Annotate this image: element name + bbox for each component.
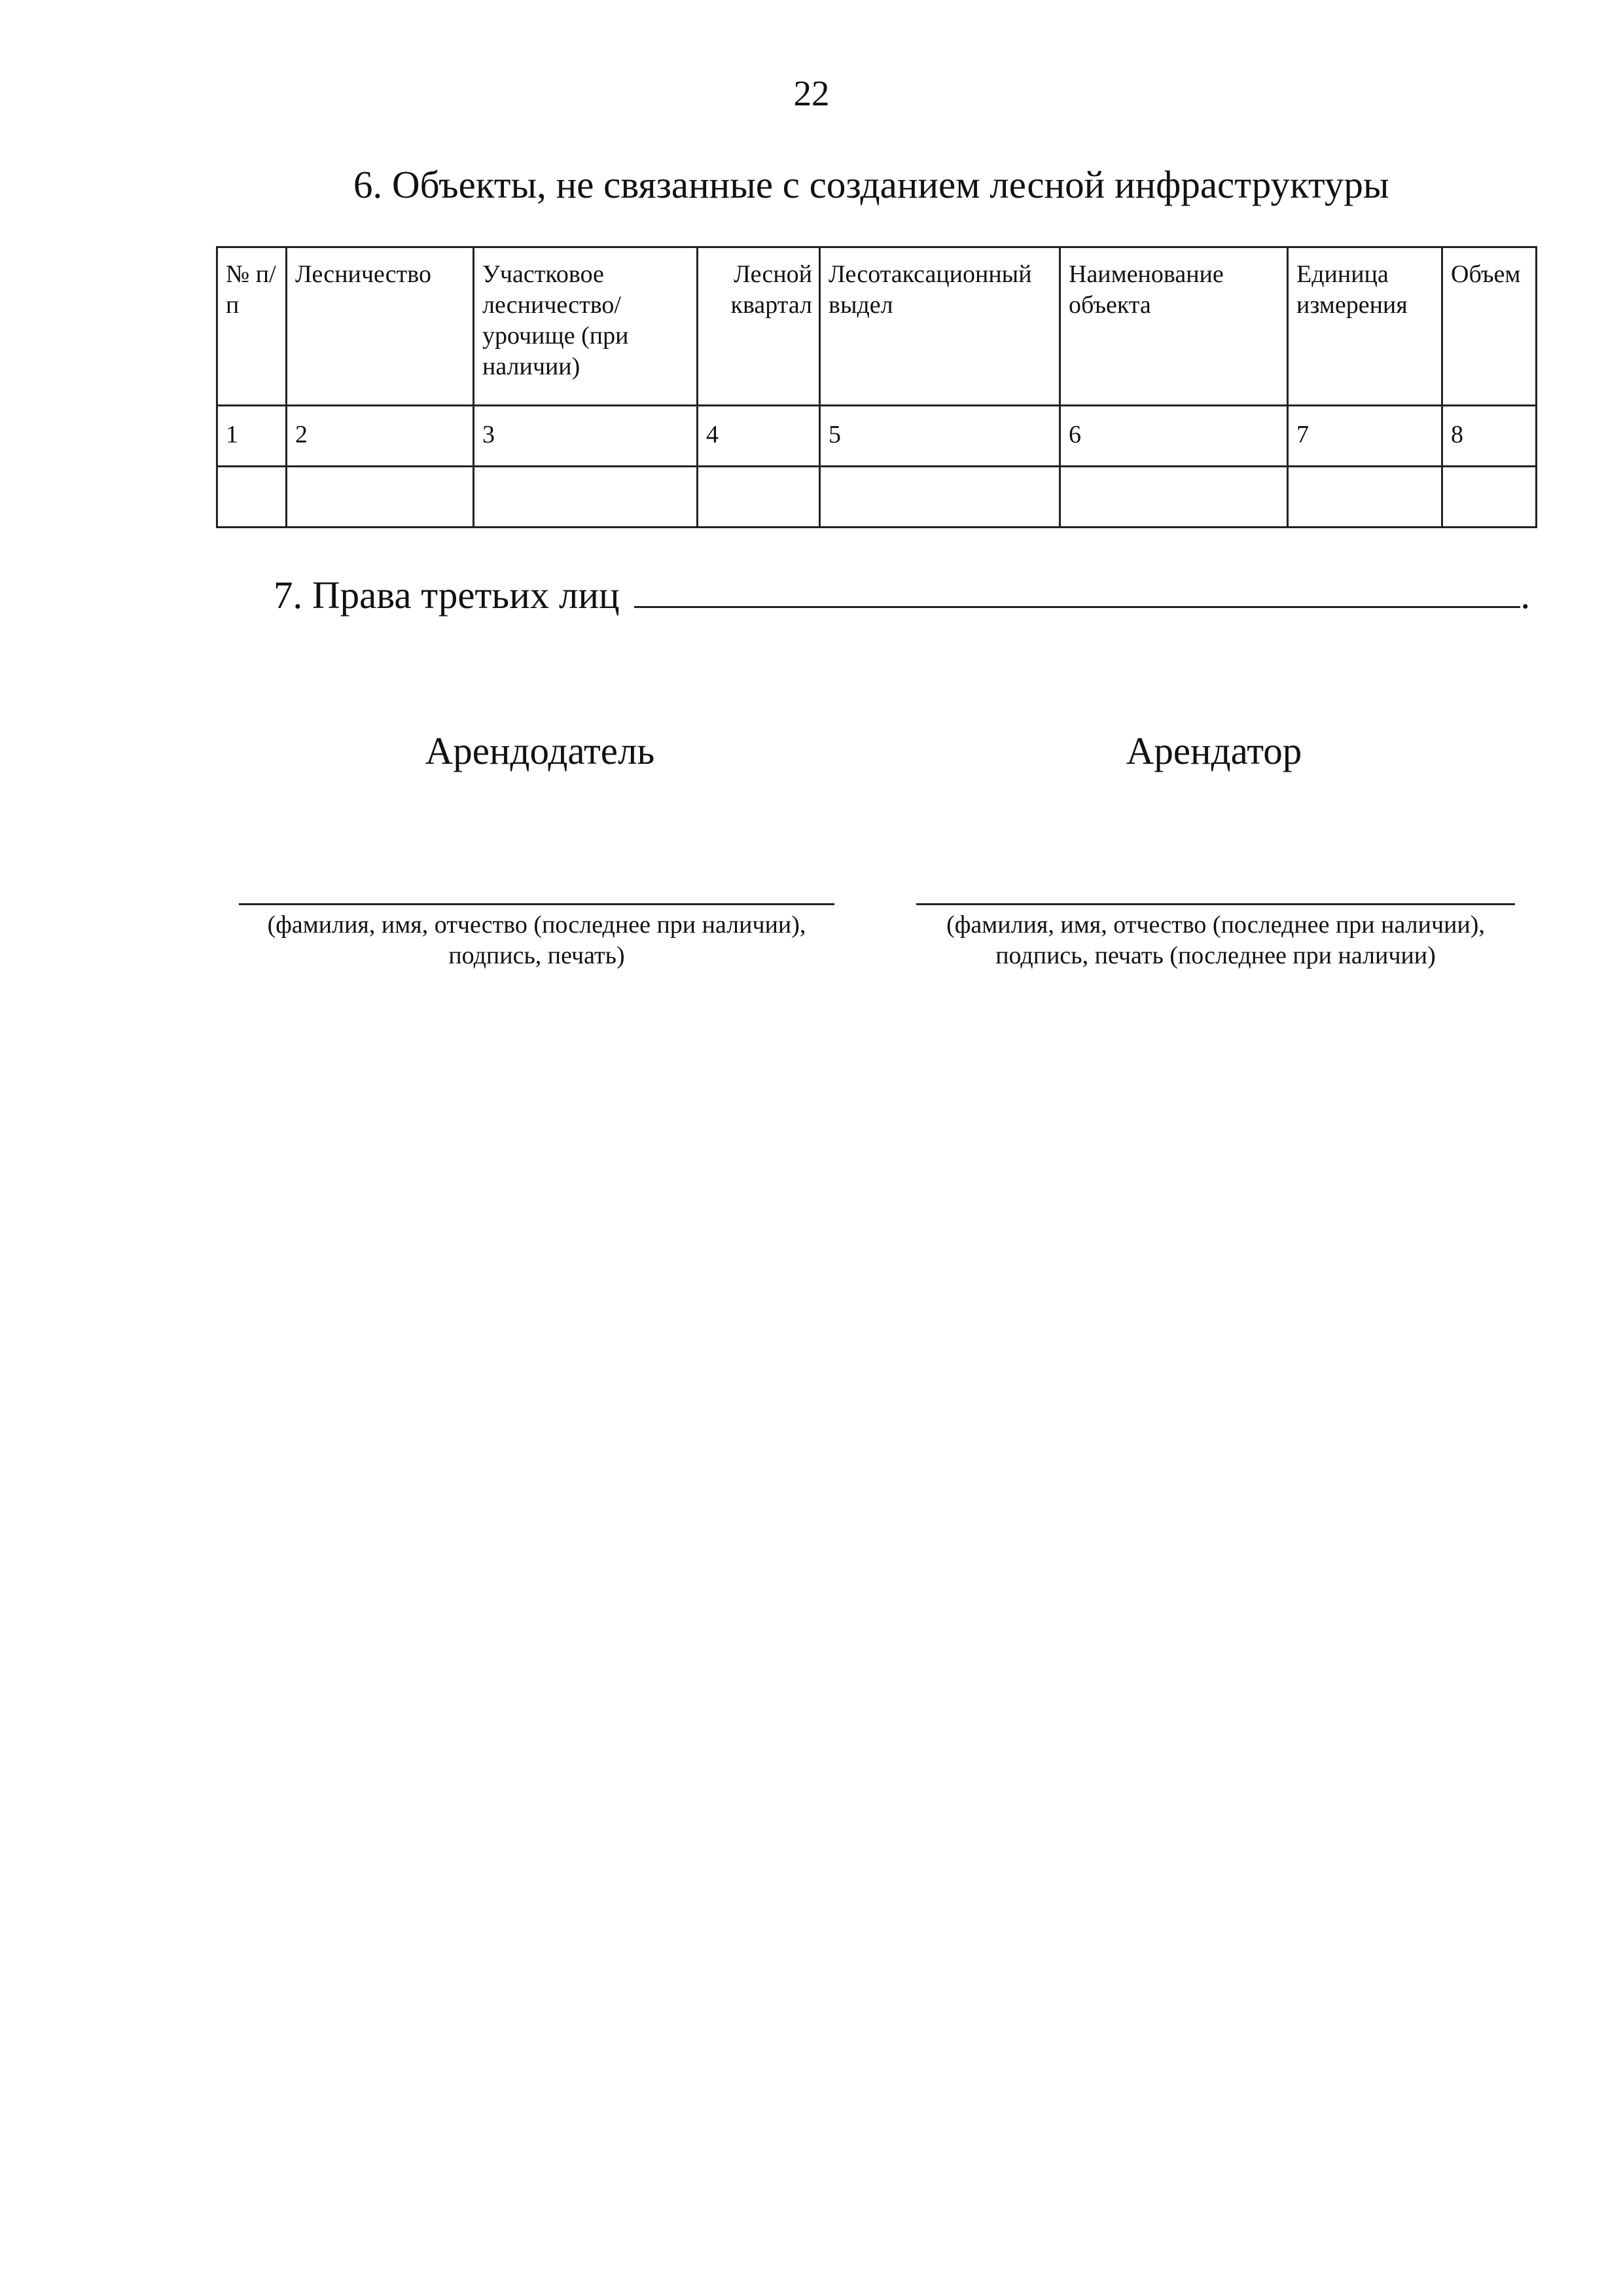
table-cell[interactable] <box>1288 467 1442 528</box>
tenant-signature-line[interactable] <box>916 903 1515 905</box>
table-column-numbers-row <box>217 406 1537 467</box>
column-number-cell: 6 <box>1060 406 1288 467</box>
objects-table <box>216 246 1537 528</box>
tenant-caption-line-2: подпись, печать (последнее при наличии) <box>995 942 1436 969</box>
column-number-cell: 2 <box>287 406 474 467</box>
landlord-signature-caption <box>226 910 847 971</box>
header-cell-district-forestry: Участковое лесничество/ урочище (при наличии) <box>474 247 698 406</box>
column-number-cell: 7 <box>1288 406 1442 467</box>
table-cell[interactable] <box>698 467 820 528</box>
column-number-cell: 3 <box>474 406 698 467</box>
header-cell-taxation-unit: Лесотаксационный выдел <box>820 247 1060 406</box>
column-number-cell: 5 <box>820 406 1060 467</box>
column-number-cell: 8 <box>1442 406 1537 467</box>
table-header-row <box>217 247 1537 406</box>
tenant-signature-caption <box>903 910 1528 971</box>
landlord-caption-line-2: подпись, печать) <box>448 942 625 969</box>
column-number-cell: 1 <box>217 406 287 467</box>
section-6-title: 6. Объекты, не связанные с созданием лесной инфраструктуры <box>353 163 1389 206</box>
third-party-rights-label: 7. Права третьих лиц <box>274 573 620 617</box>
table-cell[interactable] <box>287 467 474 528</box>
table-cell[interactable] <box>474 467 698 528</box>
landlord-signature-line[interactable] <box>239 903 834 905</box>
landlord-title: Арендодатель <box>425 729 655 772</box>
tenant-title: Арендатор <box>1126 729 1302 772</box>
header-cell-forest-quarter: Лесной квартал <box>698 247 820 406</box>
table-cell[interactable] <box>1060 467 1288 528</box>
header-cell-object-name: Наименование объекта <box>1060 247 1288 406</box>
table-cell[interactable] <box>1442 467 1537 528</box>
third-party-rights-blank[interactable] <box>634 568 1520 608</box>
header-cell-number: № п/п <box>217 247 287 406</box>
page-number: 22 <box>793 73 830 113</box>
landlord-caption-line-1: (фамилия, имя, отчество (последнее при наличии), <box>267 911 806 939</box>
tenant-caption-line-1: (фамилия, имя, отчество (последнее при наличии), <box>946 911 1485 939</box>
column-number-cell: 4 <box>698 406 820 467</box>
table-cell[interactable] <box>820 467 1060 528</box>
header-cell-forestry: Лесничество <box>287 247 474 406</box>
header-cell-volume: Объем <box>1442 247 1537 406</box>
third-party-rights-end-mark: . <box>1520 573 1531 617</box>
table-cell[interactable] <box>217 467 287 528</box>
header-cell-unit: Единица измерения <box>1288 247 1442 406</box>
table-row <box>217 467 1537 528</box>
third-party-rights <box>274 568 1530 620</box>
